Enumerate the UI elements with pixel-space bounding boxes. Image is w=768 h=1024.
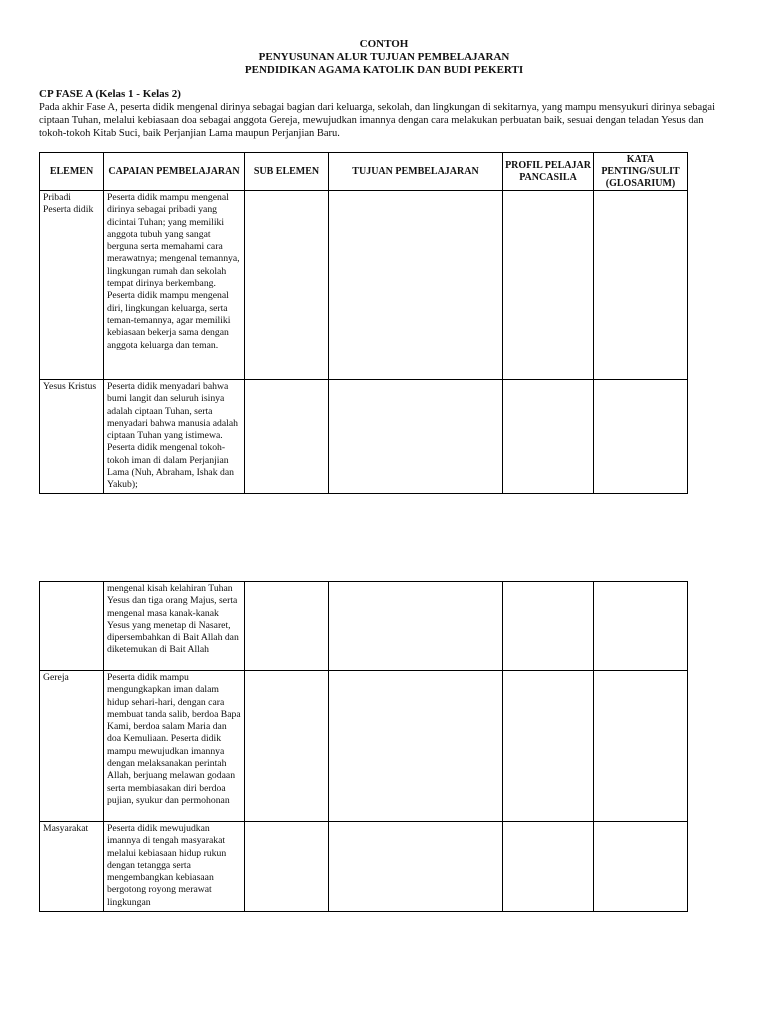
cp-paragraph: Pada akhir Fase A, peserta didik mengenal dirinya sebagai bagian dari keluarga, sekolah, dan lingkungan di sekitarnya, yang mampu mensyukuri dirinya sebagai ciptaan Tuhan, melalui kebiasaan doa sebagai anggota Gereja, mewujudkan imannya dengan cara melakukan perbuatan baik, sesuai dengan teladan Yesus dan tokoh-tokoh Kitab Suci, baik Perjanjian Lama maupun Perjanjian Baru. [39, 102, 715, 139]
cell-sub-elemen [245, 582, 329, 671]
cell-sub-elemen [245, 191, 329, 380]
cell-kata-penting [594, 380, 688, 494]
cell-kata-penting [594, 822, 688, 912]
cell-tujuan [329, 380, 503, 494]
cell-tujuan [329, 582, 503, 671]
cell-kata-penting [594, 671, 688, 822]
cell-capaian: Peserta didik menyadari bahwa bumi langit dan seluruh isinya adalah ciptaan Tuhan, serta menyadari bahwa manusia adalah ciptaan Tuhan yang istimewa. Peserta didik mengenal tokoh-tokoh iman di dalam Perjanjian Lama (Nuh, Abraham, Ishak dan Yakub); [104, 380, 245, 494]
cell-elemen [40, 582, 104, 671]
learning-path-table-page2 [39, 581, 688, 912]
cell-capaian: mengenal kisah kelahiran Tuhan Yesus dan tiga orang Majus, serta mengenal masa kanak-kanak Yesus yang menetap di Nasaret, dipersembahkan di Bait Allah dan diketemukan di Bait Allah [104, 582, 245, 671]
cell-tujuan [329, 191, 503, 380]
cell-profil [503, 822, 594, 912]
cell-elemen: Pribadi Peserta didik [40, 191, 104, 380]
cell-profil [503, 191, 594, 380]
cp-heading: CP FASE A (Kelas 1 - Kelas 2) [39, 88, 181, 100]
table-row [40, 582, 688, 671]
cell-profil [503, 380, 594, 494]
document-title [0, 38, 768, 77]
cell-kata-penting [594, 191, 688, 380]
header-sub-elemen: SUB ELEMEN [245, 153, 329, 191]
cell-profil [503, 671, 594, 822]
table-header-row [40, 153, 688, 191]
cell-sub-elemen [245, 822, 329, 912]
table-row [40, 380, 688, 494]
table-row [40, 191, 688, 380]
cell-capaian: Peserta didik mampu mengungkapkan iman dalam hidup sehari-hari, dengan cara membuat tanda salib, berdoa Bapa Kami, berdoa salam Maria dan doa Kemuliaan. Peserta didik mampu mewujudkan imannya dengan melaksanakan perintah Allah, berjuang melawan godaan serta membiasakan diri berdoa pujian, syukur dan permohonan [104, 671, 245, 822]
header-kata-penting: KATA PENTING/SULIT (GLOSARIUM) [594, 153, 688, 191]
cell-capaian: Peserta didik mampu mengenal dirinya sebagai pribadi yang dicintai Tuhan; yang memiliki anggota tubuh yang sangat berguna serta memahami cara merawatnya; mengenal temannya, lingkungan rumah dan sekolah tempat dirinya berkembang. Peserta didik mampu mengenal diri, lingkungan keluarga, serta teman-temannya, agar memiliki kebiasaan bekerja sama dengan anggota keluarga dan teman. [104, 191, 245, 380]
header-profil: PROFIL PELAJAR PANCASILA [503, 153, 594, 191]
header-capaian: CAPAIAN PEMBELAJARAN [104, 153, 245, 191]
cell-elemen: Yesus Kristus [40, 380, 104, 494]
cell-capaian: Peserta didik mewujudkan imannya di tengah masyarakat melalui kebiasaan hidup rukun dengan tetangga serta mengembangkan kebiasaan bergotong royong merawat lingkungan [104, 822, 245, 912]
cell-profil [503, 582, 594, 671]
cell-kata-penting [594, 582, 688, 671]
cell-tujuan [329, 822, 503, 912]
cell-elemen: Masyarakat [40, 822, 104, 912]
cell-tujuan [329, 671, 503, 822]
title-line-contoh: CONTOH [359, 38, 409, 50]
header-elemen: ELEMEN [40, 153, 104, 191]
cell-sub-elemen [245, 380, 329, 494]
table-row [40, 822, 688, 912]
cell-elemen: Gereja [40, 671, 104, 822]
title-line-subject: PENDIDIKAN AGAMA KATOLIK DAN BUDI PEKERTI [244, 64, 524, 76]
title-line-penyusunan: PENYUSUNAN ALUR TUJUAN PEMBELAJARAN [258, 51, 510, 63]
cell-sub-elemen [245, 671, 329, 822]
header-tujuan: TUJUAN PEMBELAJARAN [329, 153, 503, 191]
table-row [40, 671, 688, 822]
learning-path-table-page1 [39, 152, 688, 494]
